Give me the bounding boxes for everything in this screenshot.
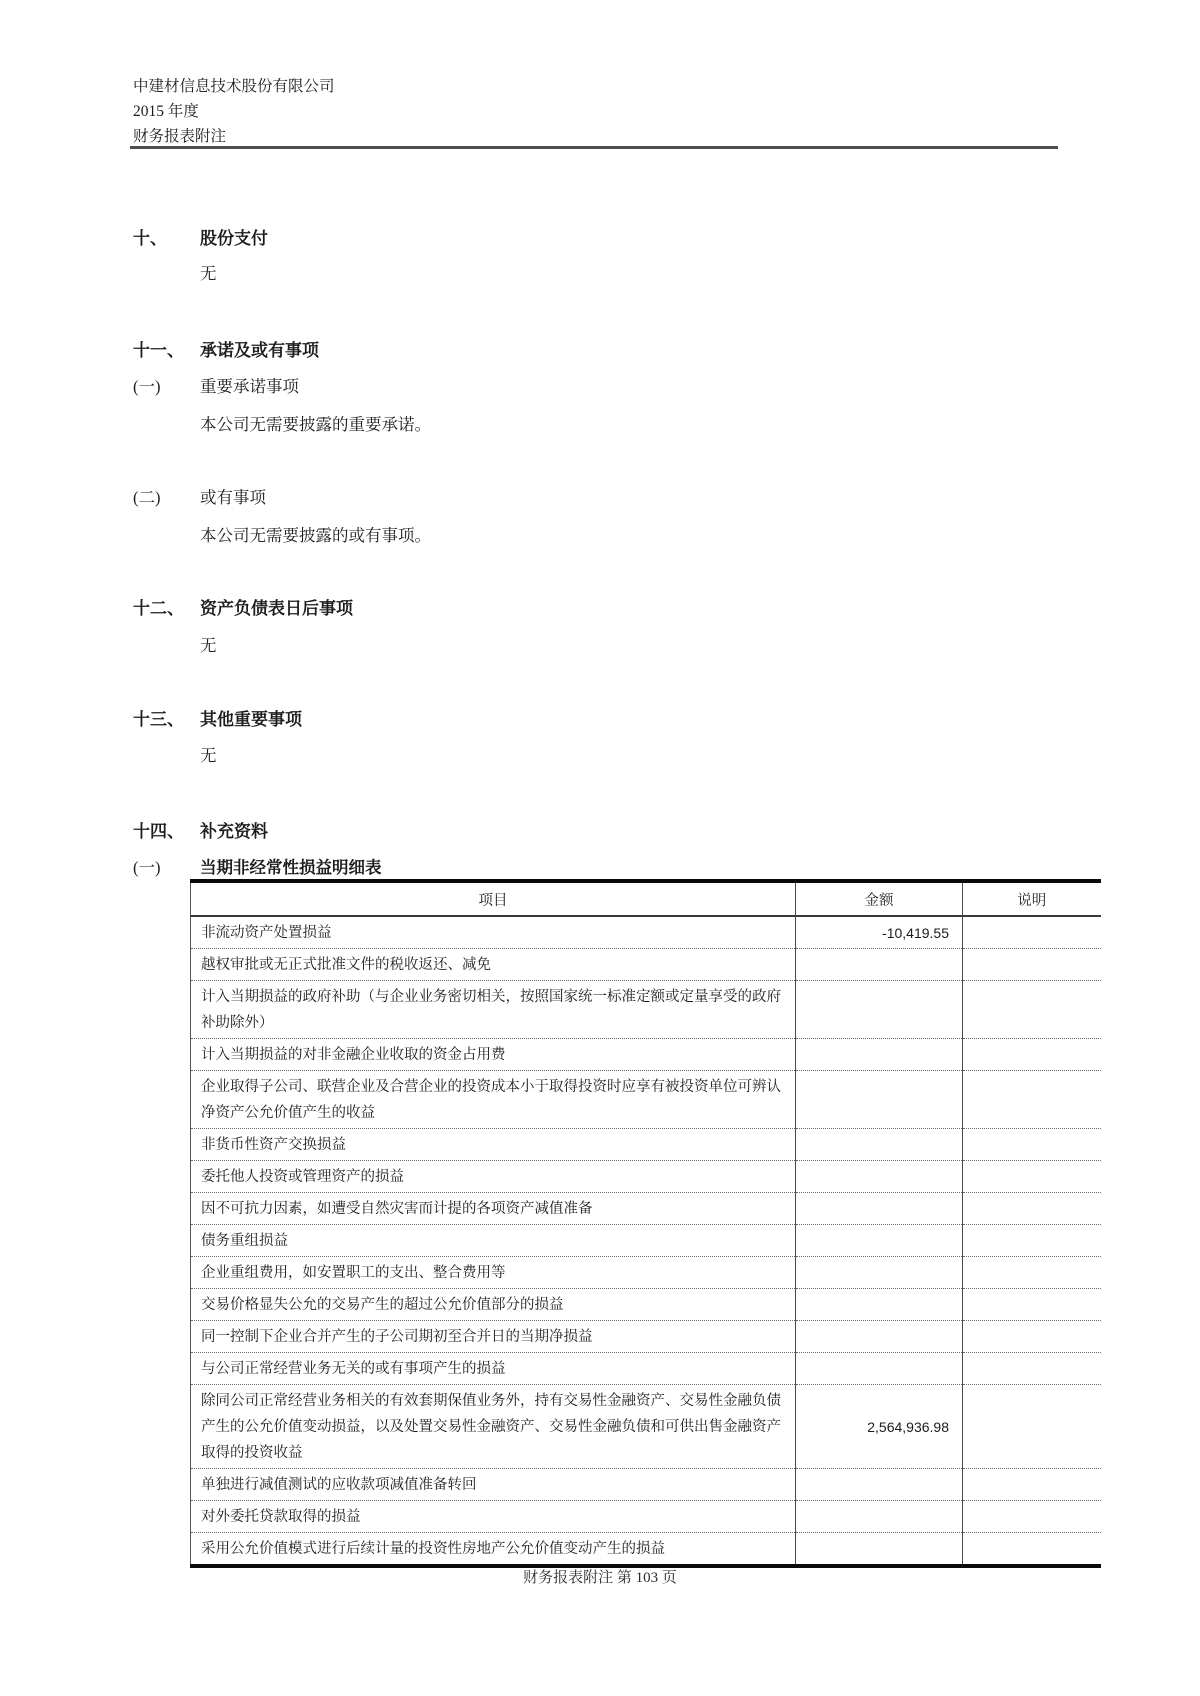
cell-amount xyxy=(796,1039,963,1071)
section-10-heading xyxy=(133,224,1073,249)
subsection-number: (一) xyxy=(133,377,161,396)
table-row xyxy=(191,1469,1101,1501)
cell-note xyxy=(963,981,1101,1039)
cell-note xyxy=(963,1257,1101,1289)
company-name: 中建材信息技术股份有限公司 xyxy=(133,78,335,95)
section-title: 资产负债表日后事项 xyxy=(200,599,353,618)
table-row xyxy=(191,1501,1101,1533)
cell-item: 委托他人投资或管理资产的损益 xyxy=(191,1161,796,1193)
cell-item: 交易价格显失公允的交易产生的超过公允价值部分的损益 xyxy=(191,1289,796,1321)
table-row xyxy=(191,1533,1101,1567)
cell-amount xyxy=(796,1321,963,1353)
table-row xyxy=(191,916,1101,949)
table-row xyxy=(191,1289,1101,1321)
subsection-title: 重要承诺事项 xyxy=(200,377,299,396)
cell-note xyxy=(963,1193,1101,1225)
section-13-body: 无 xyxy=(200,746,217,765)
cell-item: 企业取得子公司、联营企业及合营企业的投资成本小于取得投资时应享有被投资单位可辨认净资产公允价值产生的收益 xyxy=(191,1071,796,1129)
section-12-body: 无 xyxy=(200,636,217,655)
cell-item: 采用公允价值模式进行后续计量的投资性房地产公允价值变动产生的损益 xyxy=(201,1540,665,1557)
subsection-number: (二) xyxy=(133,488,161,507)
table-row xyxy=(191,1385,1101,1469)
section-14-heading xyxy=(133,817,1073,842)
subsection-title: 或有事项 xyxy=(200,488,266,507)
section-11-2-body: 本公司无需要披露的或有事项。 xyxy=(200,526,431,545)
cell-note xyxy=(963,1533,1101,1567)
section-title: 承诺及或有事项 xyxy=(200,341,319,360)
section-number: 十、 xyxy=(133,229,167,248)
cell-amount xyxy=(796,1193,963,1225)
table-row xyxy=(191,1257,1101,1289)
column-header-note: 说明 xyxy=(963,881,1101,916)
section-11-heading xyxy=(133,336,1073,361)
cell-note xyxy=(963,1161,1101,1193)
table-row xyxy=(191,1129,1101,1161)
page-footer: 财务报表附注 第 103 页 xyxy=(523,1570,677,1586)
noneop-table-body xyxy=(191,916,1101,1566)
section-title: 补充资料 xyxy=(200,822,268,841)
column-header-amount: 金额 xyxy=(796,881,963,916)
table-row xyxy=(191,1193,1101,1225)
section-13-heading xyxy=(133,705,1073,730)
cell-note xyxy=(963,1385,1101,1469)
section-title: 股份支付 xyxy=(200,229,268,248)
cell-note xyxy=(963,1039,1101,1071)
cell-amount xyxy=(796,1353,963,1385)
cell-note xyxy=(963,1289,1101,1321)
cell-note xyxy=(963,1321,1101,1353)
section-number: 十四、 xyxy=(133,822,184,841)
table-row xyxy=(191,1321,1101,1353)
table-row xyxy=(191,1161,1101,1193)
cell-amount xyxy=(796,949,963,981)
table-row xyxy=(191,1039,1101,1071)
cell-amount: 2,564,936.98 xyxy=(796,1385,963,1469)
cell-amount xyxy=(796,1161,963,1193)
section-number: 十二、 xyxy=(133,599,184,618)
document-header xyxy=(133,74,335,149)
cell-item: 计入当期损益的对非金融企业收取的资金占用费 xyxy=(191,1039,796,1071)
section-12-heading xyxy=(133,594,1073,619)
table-row xyxy=(191,1225,1101,1257)
section-11-1-body: 本公司无需要披露的重要承诺。 xyxy=(200,415,431,434)
table-row xyxy=(191,981,1101,1039)
section-title: 其他重要事项 xyxy=(200,710,302,729)
cell-item: 因不可抗力因素，如遭受自然灾害而计提的各项资产减值准备 xyxy=(191,1193,796,1225)
cell-amount xyxy=(796,981,963,1039)
column-header-item: 项目 xyxy=(191,881,796,916)
cell-item: 越权审批或无正式批准文件的税收返还、减免 xyxy=(191,949,796,981)
cell-item: 非流动资产处置损益 xyxy=(191,916,796,949)
cell-item: 非货币性资产交换损益 xyxy=(191,1129,796,1161)
cell-item: 对外委托贷款取得的损益 xyxy=(191,1501,796,1533)
section-10-body: 无 xyxy=(200,264,217,283)
section-14-1-heading xyxy=(133,854,1073,878)
section-number: 十一、 xyxy=(133,341,184,360)
table-row xyxy=(191,949,1101,981)
table-header xyxy=(191,881,1101,916)
cell-note xyxy=(963,1353,1101,1385)
cell-amount xyxy=(796,1533,963,1567)
cell-item: 同一控制下企业合并产生的子公司期初至合并日的当期净损益 xyxy=(191,1321,796,1353)
cell-item: 与公司正常经营业务无关的或有事项产生的损益 xyxy=(191,1353,796,1385)
document-title: 财务报表附注 xyxy=(133,128,227,145)
cell-note xyxy=(963,1501,1101,1533)
cell-item: 单独进行减值测试的应收款项减值准备转回 xyxy=(191,1469,796,1501)
cell-item: 除同公司正常经营业务相关的有效套期保值业务外，持有交易性金融资产、交易性金融负债产生的公允价值变动损益，以及处置交易性金融资产、交易性金融负债和可供出售金融资产取得的投资收益 xyxy=(191,1385,796,1469)
section-11-1-heading xyxy=(133,373,1073,397)
cell-note xyxy=(963,1071,1101,1129)
cell-note xyxy=(963,1129,1101,1161)
subsection-title: 当期非经常性损益明细表 xyxy=(200,858,382,877)
cell-item: 债务重组损益 xyxy=(191,1225,796,1257)
cell-item: 企业重组费用，如安置职工的支出、整合费用等 xyxy=(191,1257,796,1289)
subsection-number: (一) xyxy=(133,858,161,877)
cell-amount: -10,419.55 xyxy=(796,916,963,949)
cell-amount xyxy=(796,1257,963,1289)
cell-note xyxy=(963,949,1101,981)
cell-amount xyxy=(796,1071,963,1129)
cell-amount xyxy=(796,1501,963,1533)
report-year: 2015 年度 xyxy=(133,103,199,120)
section-11-2-heading xyxy=(133,484,1073,508)
table-row xyxy=(191,1071,1101,1129)
table-header-row xyxy=(191,881,1101,916)
cell-note xyxy=(963,1225,1101,1257)
cell-item: 计入当期损益的政府补助（与企业业务密切相关，按照国家统一标准定额或定量享受的政府补助除外） xyxy=(191,981,796,1039)
cell-amount xyxy=(796,1129,963,1161)
header-divider xyxy=(130,146,1058,149)
table-row xyxy=(191,1353,1101,1385)
cell-note xyxy=(963,916,1101,949)
section-number: 十三、 xyxy=(133,710,184,729)
cell-amount xyxy=(796,1289,963,1321)
cell-amount xyxy=(796,1225,963,1257)
cell-note xyxy=(963,1469,1101,1501)
non-recurring-gains-table xyxy=(190,879,1101,1568)
cell-amount xyxy=(796,1469,963,1501)
